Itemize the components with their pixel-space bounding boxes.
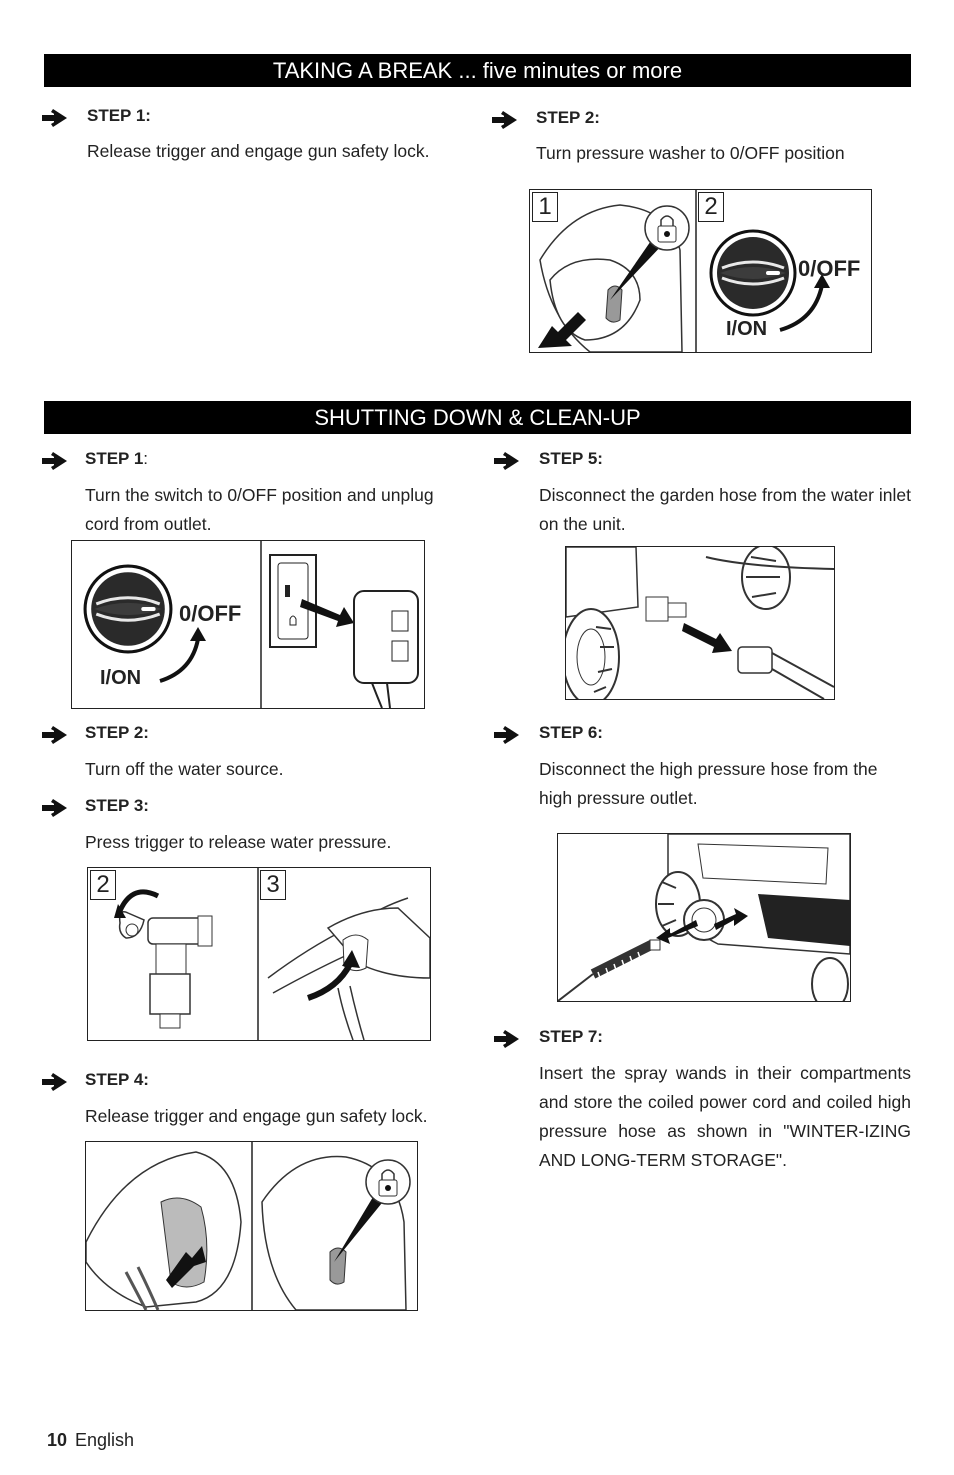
figure-number: 2 bbox=[90, 870, 116, 900]
off-label: 0/OFF bbox=[798, 256, 861, 281]
high-pressure-hose-illustration bbox=[558, 834, 850, 1001]
arrow-icon bbox=[494, 1029, 520, 1049]
figure-release-lock bbox=[85, 1141, 418, 1311]
garden-hose-illustration bbox=[566, 547, 834, 699]
arrow-icon bbox=[494, 725, 520, 745]
break-step2-text: Turn pressure washer to 0/OFF position bbox=[536, 143, 845, 163]
shutdown-step6-heading: STEP 6: bbox=[539, 723, 603, 742]
shutdown-step4-text: Release trigger and engage gun safety lock. bbox=[85, 1106, 428, 1126]
shutdown-step7-text: Insert the spray wands in their compartments and store the coiled power cord and coiled high pressure hose as shown in "WINTER-IZING AND LONG-TERM STORAGE". bbox=[539, 1063, 911, 1170]
shutdown-step5-heading: STEP 5: bbox=[539, 449, 603, 468]
on-label: I/ON bbox=[726, 318, 768, 340]
arrow-icon bbox=[42, 108, 68, 128]
figure-high-pressure-hose bbox=[557, 833, 851, 1002]
figure-water-trigger bbox=[87, 867, 431, 1041]
break-step1-text: Release trigger and engage gun safety lock. bbox=[87, 141, 430, 161]
shutdown-step6-text: Disconnect the high pressure hose from the high pressure outlet. bbox=[539, 759, 878, 808]
shutdown-step3-text: Press trigger to release water pressure. bbox=[85, 832, 392, 852]
shutdown-step3-heading: STEP 3: bbox=[85, 796, 149, 815]
arrow-icon bbox=[492, 110, 518, 130]
footer-language: English bbox=[75, 1430, 135, 1450]
figure-garden-hose bbox=[565, 546, 835, 700]
off-label: 0/OFF bbox=[179, 601, 242, 626]
arrow-icon bbox=[42, 798, 68, 818]
arrow-icon bbox=[494, 451, 520, 471]
shutdown-step5-text: Disconnect the garden hose from the water inlet on the unit. bbox=[539, 485, 911, 534]
on-label: I/ON bbox=[100, 667, 142, 689]
break-step1-heading: STEP 1: bbox=[87, 106, 151, 125]
page-number: 10 bbox=[47, 1430, 68, 1450]
page-footer bbox=[47, 1430, 134, 1451]
shutdown-step1-heading: STEP 1: bbox=[85, 449, 149, 468]
valve-and-trigger-illustration bbox=[88, 868, 430, 1040]
figure-number: 2 bbox=[698, 192, 724, 222]
arrow-icon bbox=[42, 451, 68, 471]
shutdown-step2-text: Turn off the water source. bbox=[85, 759, 284, 779]
shutdown-step1-text: Turn the switch to 0/OFF position and unplug cord from outlet. bbox=[85, 485, 434, 534]
arrow-icon bbox=[42, 1072, 68, 1092]
arrow-icon bbox=[42, 725, 68, 745]
trigger-lock-illustration bbox=[86, 1142, 417, 1310]
figure-number: 1 bbox=[532, 192, 558, 222]
figure-number: 3 bbox=[260, 870, 286, 900]
figure-lock-and-off bbox=[529, 189, 872, 353]
shutdown-step2-heading: STEP 2: bbox=[85, 723, 149, 742]
break-step2-heading: STEP 2: bbox=[536, 108, 600, 127]
shutdown-step4-heading: STEP 4: bbox=[85, 1070, 149, 1089]
section-title-shutting-down: SHUTTING DOWN & CLEAN-UP bbox=[44, 401, 911, 434]
figure-switch-unplug bbox=[71, 540, 425, 709]
section-title-taking-break: TAKING A BREAK ... five minutes or more bbox=[44, 54, 911, 87]
shutdown-step7-heading: STEP 7: bbox=[539, 1027, 603, 1046]
